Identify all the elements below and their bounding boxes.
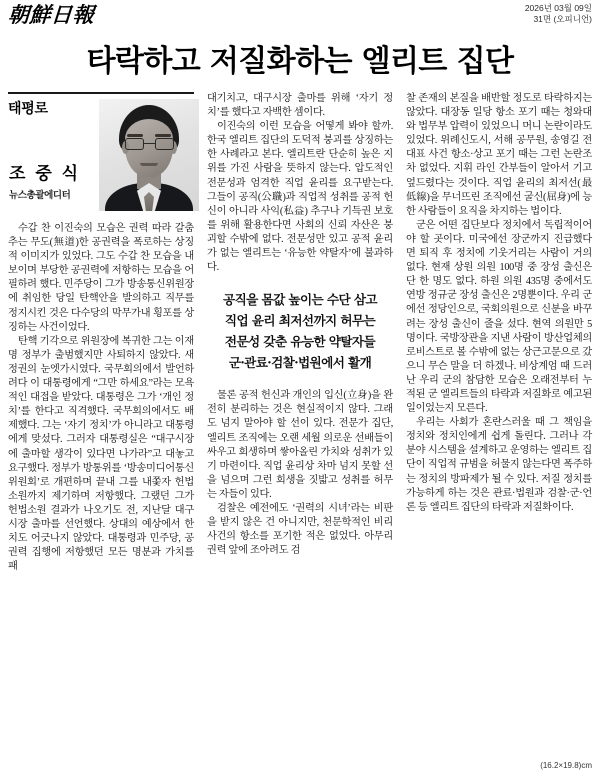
author-name: 조 중 식 xyxy=(9,164,81,184)
author-portrait-photo xyxy=(99,99,199,211)
body-paragraph: 찰 존재의 본질을 배반할 정도로 타락하지는 않았다. 대장동 일당 항소 포기 때는 청와대와 법무부 압력이 있었으니 머니 논란이라도 있었다. 위례신도시, 서해 공무원, 송영길 전 대표 사건 항소·상고 포기 때는 그런 논란조차 없었다. 지휘 라인 간부들이 알아서 기고 엎드렸다는 것이다. 직업 윤리의 최저선(最低線)을 무너뜨린 조직에선 굴신(屈身)에 능한 사람들이 요직을 차지하는 법이다. xyxy=(406,93,592,217)
column-1 xyxy=(8,92,194,760)
pull-quote xyxy=(207,289,393,373)
clipping-size-note: (16.2×19.8)cm xyxy=(540,761,592,770)
article-headline: 타락하고 저질화하는 엘리트 집단 xyxy=(86,44,514,79)
body-paragraph: 물론 공적 헌신과 개인의 입신(立身)을 완전히 분리하는 것은 현실적이지 않다. 그래도 넘지 말아야 할 선이 있다. 전문가 집단, 엘리트 조직에는 오랜 세월 의로운 선배들이 싸우고 희생하며 쌓아올린 가치와 성취가 있기 마련이다. 직업 윤리상 차마 넘지 못할 선을 넘으며 그런 희생을 짓밟고 성취를 허무는 자들이 있다. xyxy=(207,390,393,500)
masthead-meta xyxy=(525,3,592,25)
author-block xyxy=(8,92,194,217)
body-paragraph: 대기치고, 대구시장 출마를 위해 ‘자기 정치’를 했다고 자백한 셈이다. xyxy=(207,93,393,119)
author-title: 뉴스총괄에디터 xyxy=(9,190,71,201)
column-series-name: 태평로 xyxy=(8,101,48,117)
pull-quote-line: 전문성 갖춘 유능한 약탈자들 xyxy=(224,334,376,350)
masthead xyxy=(8,4,592,38)
body-paragraph: 탄핵 기각으로 위원장에 복귀한 그는 이재명 정부가 출범했지만 사퇴하지 않았다. 새 정권의 눈엣가시였다. 국무회의에서 발언하려다 이 대통령에게 “그만 하세요”라는 모욕적인 대접을 받았다. 대통령은 그가 ‘개인 정치’를 한다고 직격했다. 국무회의에서도 배제했다. 그는 ‘자기 정치’가 아니라고 대통령에게 맞섰다. 그러자 대통령실은 “대구시장에 출마할 생각이 있다면 나가라”고 대놓고 요구했다. 정부가 방통위를 ‘방송미디어통신위원회’로 개편하며 끝내 그를 내쫓자 헌법소원까지 제기하며 저항했다. 그랬던 그가 헌법소원 결과가 나오기도 전, 지난달 대구시장 출마를 선언했다. 상대의 예상에서 한 치도 어긋나지 않았다. 대통령과 민주당, 공권력 집행에 저항했던 모든 명분과 가치를 패 xyxy=(8,335,194,573)
page-section-label: 31면 (오피니언) xyxy=(533,14,592,24)
column-2 xyxy=(207,92,393,760)
body-paragraph: 검찰은 예전에도 ‘권력의 시녀’라는 비판을 받지 않은 건 아니지만, 천문학적인 비리 사건의 항소를 포기한 적은 없었다. 아무리 권력 앞에 조아려도 검 xyxy=(207,502,393,557)
pull-quote-line: 직업 윤리 최저선까지 허무는 xyxy=(224,313,376,329)
pull-quote-line: 군·관료·검찰·법원에서 활개 xyxy=(228,355,372,371)
article-columns xyxy=(8,92,592,760)
body-paragraph: 이진숙의 이런 모습을 어떻게 봐야 할까. 한국 엘리트 집단의 도덕적 붕괴를 상징하는 한 사례라고 본다. 엘리트란 단순히 높은 지위를 가진 사람을 뜻하지 않는다. 압도적인 전문성과 엄격한 직업 윤리를 요구받는다. 그들이 공직(公職)과 직업적 성취를 공적 헌신이 아니라 사익(私益) 추구나 기득권 보호를 위해 활용한다면 사회의 신뢰 자산은 붕괴할 수밖에 없다. 전문성만 있고 공적 윤리가 없는 엘리트는 ‘유능한 약탈자’에 불과하다. xyxy=(207,121,393,274)
pull-quote-line: 공직을 몸값 높이는 수단 삼고 xyxy=(223,292,377,308)
body-paragraph: 군은 어떤 집단보다 정치에서 독립적이어야 할 곳이다. 미국에선 장군까지 진급했다면 퇴직 후 정치에 기웃거리는 사람이 거의 없다. 현재 상원 의원 100명 중 장성 출신은 단 한 명도 없다. 하원 의원 435명 중에서도 연방 정규군 장성 출신은 2명뿐이다. 우리 군에선 정당인으로, 국회의원으로 신분을 바꾸려는 장성 출신이 줄을 섰다. 현역 의원만 5명이다. 국방장관을 지낸 사람이 방산업체의 로비스트로 볼 수밖에 없는 상근고문으로 갔으니 무슨 말을 더 하겠나. 비상계엄 때 드러난 우리 군의 참담한 모습은 오래전부터 누적된 군 엘리트들의 타락과 저질화로 예고된 일이었는지 모른다. xyxy=(406,219,592,415)
publication-date: 2026년 03월 09일 xyxy=(524,3,592,13)
body-paragraph: 수갑 찬 이진숙의 모습은 권력 따라 갈춤 추는 무도(無道)한 공권력을 폭로하는 상징적 이미지가 있었다. 그도 수갑 찬 모습을 내보이며 부당한 공권력에 저항하는 모습을 어필하려 했다. 민주당이 그가 방송통신위원장에 취임한 당일 탄핵안을 발의하고 직무를 정지시킨 것은 다수당의 막무가내 횡포를 상징하는 사건이었다. xyxy=(8,223,194,333)
body-paragraph: 우리는 사회가 혼란스러울 때 그 책임을 정치와 정치인에게 쉽게 돌린다. 그러나 각 분야 시스템을 설계하고 운영하는 엘리트 집단이 직업적 규범을 허물지 않는다면 폭주하는 정치의 방파제가 될 수 있다. 저질 정치를 가능하게 하는 것은 관료·법원과 검찰·군·언론 등 엘리트 집단의 타락과 저질화이다. xyxy=(406,417,592,513)
newspaper-logo: 朝鮮日報 xyxy=(7,2,95,27)
column-3 xyxy=(406,92,592,760)
section-divider-rule xyxy=(8,92,194,94)
